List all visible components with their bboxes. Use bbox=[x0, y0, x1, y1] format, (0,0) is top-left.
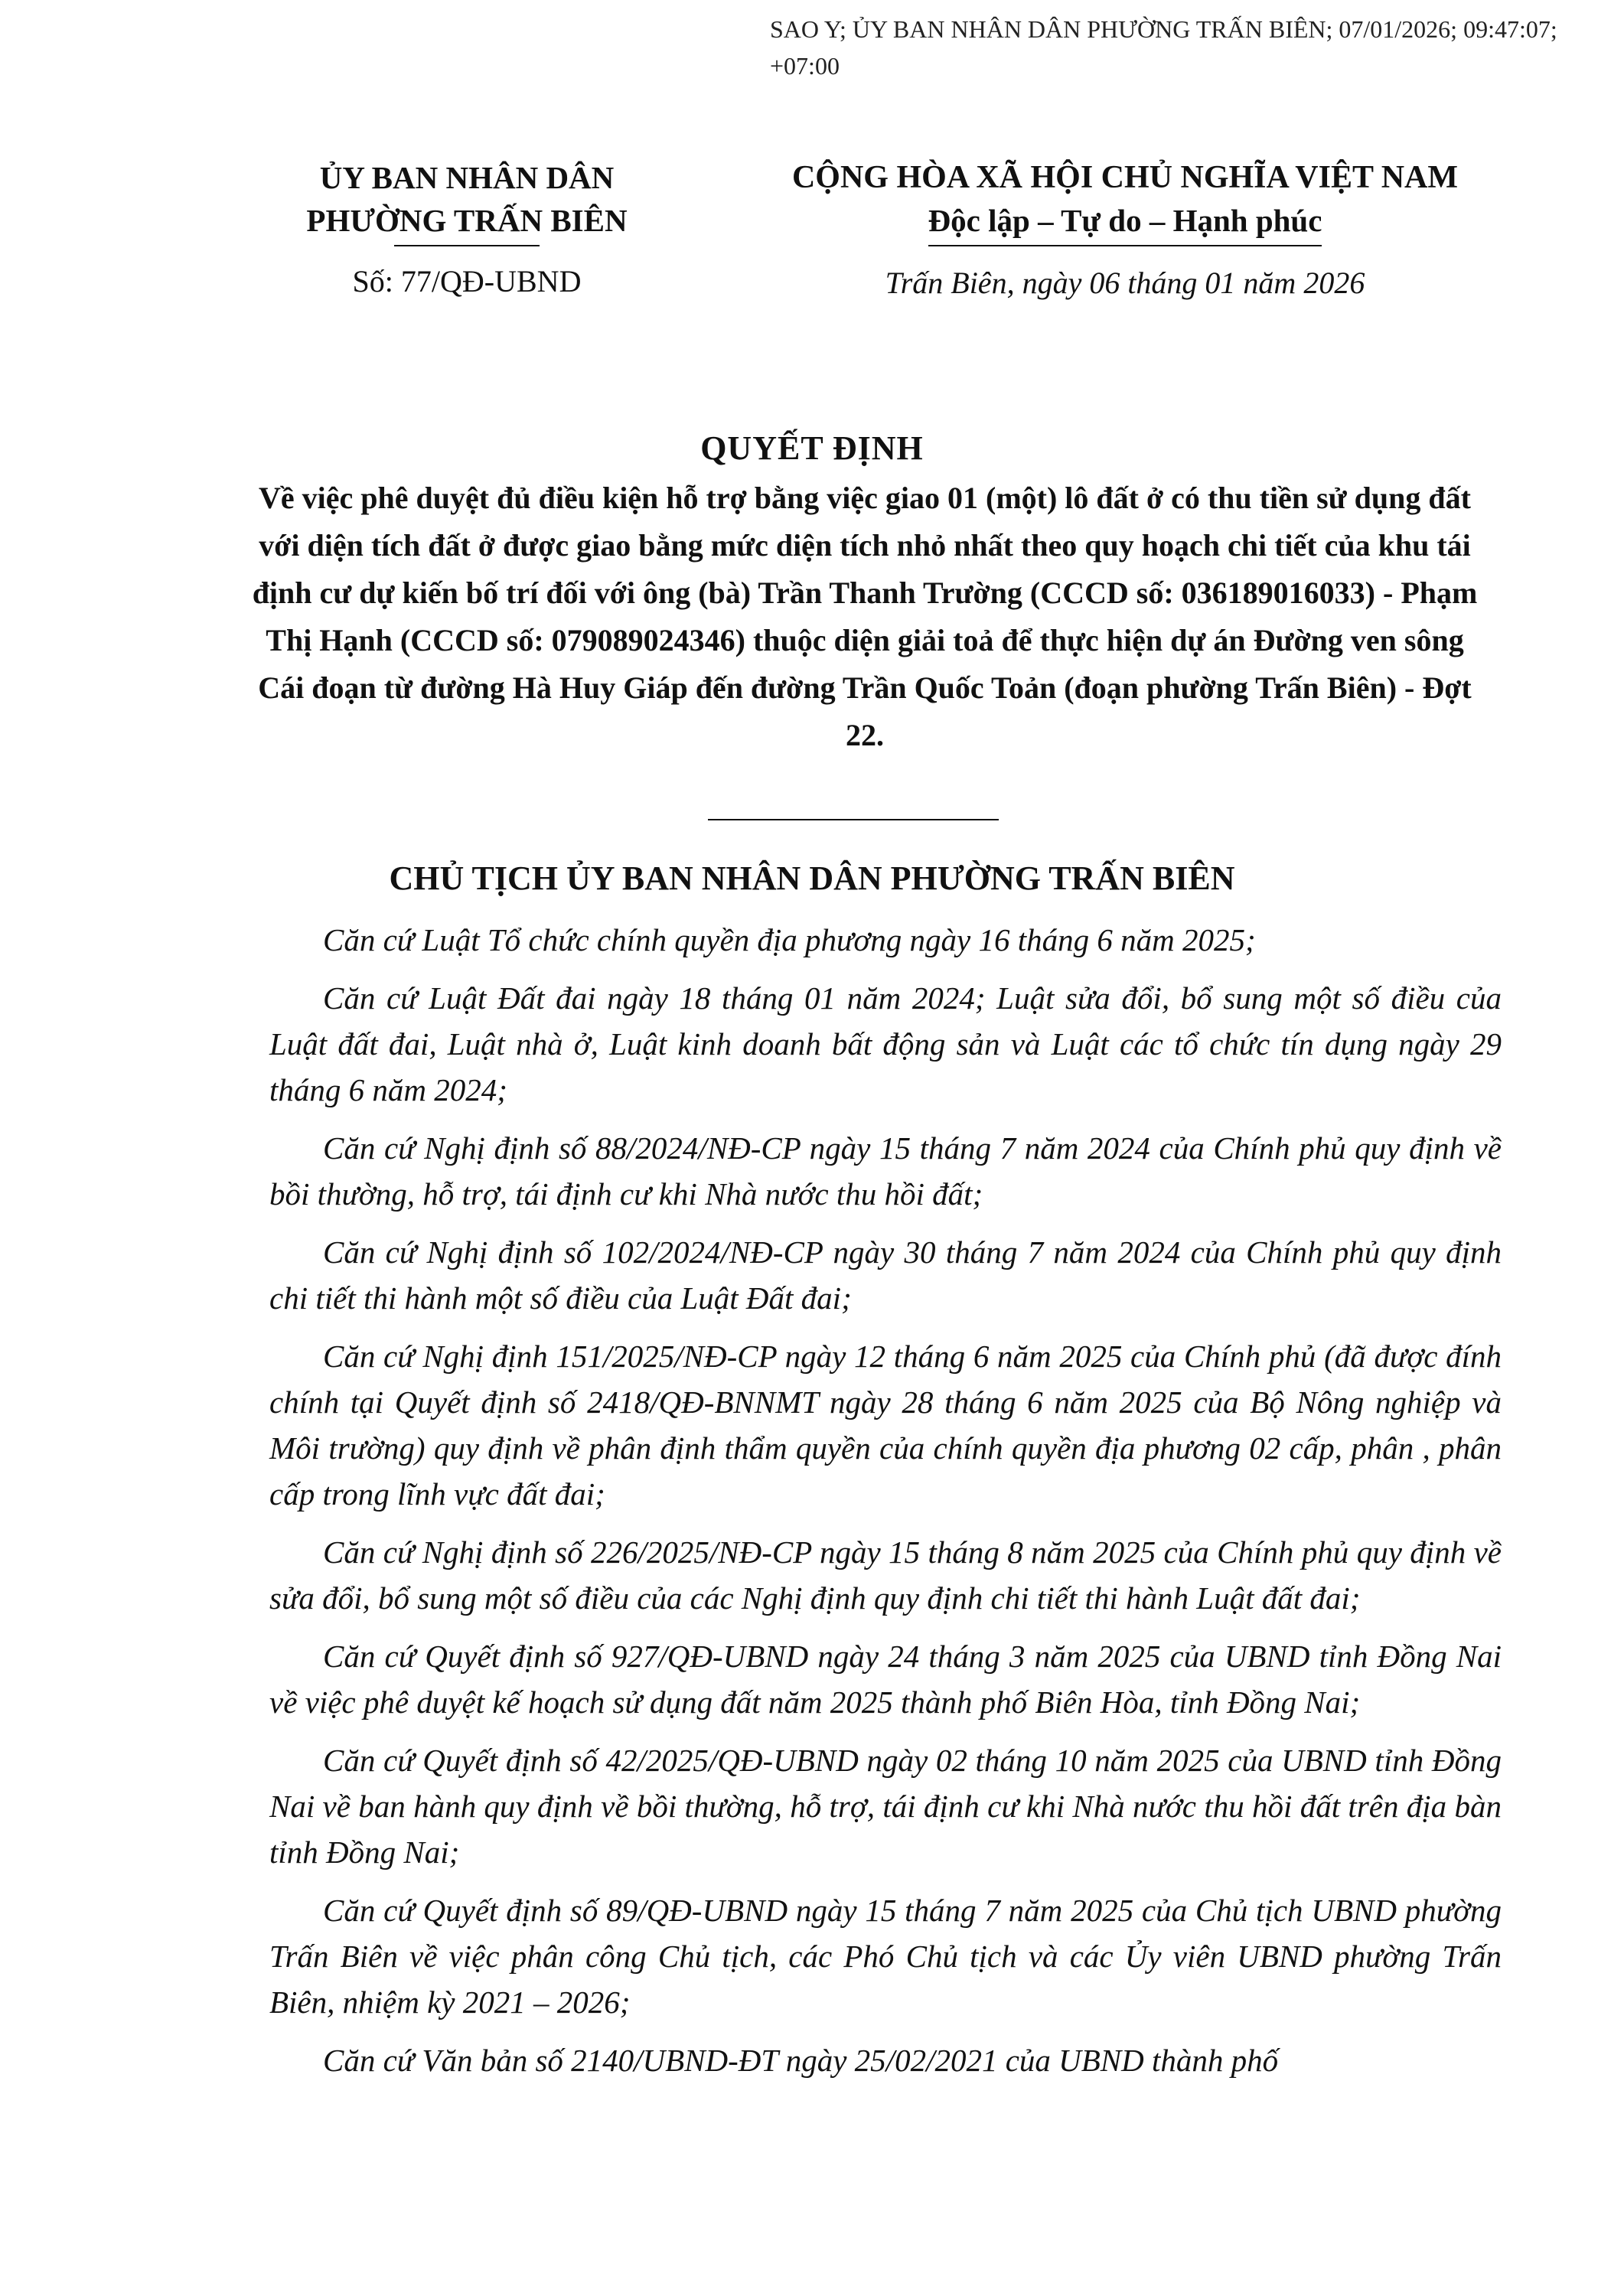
org-name-line2: PHƯỜNG TRẤN BIÊN bbox=[306, 203, 628, 238]
nation-name: CỘNG HÒA XÃ HỘI CHỦ NGHĨA VIỆT NAM bbox=[791, 160, 1459, 195]
legal-basis-item: Căn cứ Nghị định 151/2025/NĐ-CP ngày 12 tháng 6 năm 2025 của Chính phủ (đã được đính chính tại Quyết định số 2418/QĐ-BNNMT ngày 28 tháng 6 năm 2025 của Bộ Nông nghiệp và Môi trường) quy định về phân định thẩm quyền của chính quyền địa phương 02 cấp, phân , phân cấp trong lĩnh vực đất đai; bbox=[269, 1339, 1502, 1512]
subject-underline bbox=[708, 819, 999, 820]
legal-basis-item: Căn cứ Luật Đất đai ngày 18 tháng 01 năm 2024; Luật sửa đổi, bổ sung một số điều của Luật đất đai, Luật nhà ở, Luật kinh doanh bất động sản và Luật các tổ chức tín dụng ngày 29 tháng 6 năm 2024; bbox=[269, 980, 1502, 1107]
legal-basis-item: Căn cứ Quyết định số 42/2025/QĐ-UBND ngày 02 tháng 10 năm 2025 của UBND tỉnh Đồng Nai về ban hành quy định về bồi thường, hỗ trợ, tái định cư khi Nhà nước thu hồi đất trên địa bàn tỉnh Đồng Nai; bbox=[269, 1743, 1502, 1870]
legal-basis-item: Căn cứ Quyết định số 89/QĐ-UBND ngày 15 tháng 7 năm 2025 của Chủ tịch UBND phường Trấn Biên về việc phân công Chủ tịch, các Phó Chủ tịch và các Ủy viên UBND phường Trấn Biên, nhiệm kỳ 2021 – 2026; bbox=[269, 1893, 1502, 2020]
nation-motto: Độc lập – Tự do – Hạnh phúc bbox=[928, 199, 1322, 246]
issuing-authority: CHỦ TỊCH ỦY BAN NHÂN DÂN PHƯỜNG TRẤN BIÊN bbox=[389, 859, 1235, 897]
org-underline bbox=[394, 245, 540, 246]
place-and-date: Trấn Biên, ngày 06 tháng 01 năm 2026 bbox=[885, 266, 1365, 300]
national-motto bbox=[696, 156, 1554, 303]
document-number: Số: 77/QĐ-UBND bbox=[352, 264, 582, 298]
legal-basis-item: Căn cứ Văn bản số 2140/UBND-ĐT ngày 25/02/2021 của UBND thành phố bbox=[323, 2043, 1279, 2078]
issuing-organization bbox=[253, 156, 681, 302]
legal-basis-preamble bbox=[269, 917, 1502, 2095]
legal-basis-item: Căn cứ Luật Tổ chức chính quyền địa phương ngày 16 tháng 6 năm 2025; bbox=[323, 922, 1256, 957]
document-title: QUYẾT ĐỊNH bbox=[700, 429, 924, 467]
legal-basis-item: Căn cứ Nghị định số 102/2024/NĐ-CP ngày 30 tháng 7 năm 2024 của Chính phủ quy định chi tiết thi hành một số điều của Luật Đất đai; bbox=[269, 1234, 1502, 1316]
document-subject: Về việc phê duyệt đủ điều kiện hỗ trợ bằng việc giao 01 (một) lô đất ở có thu tiền sử dụng đất với diện tích đất ở được giao bằng mức diện tích nhỏ nhất theo quy hoạch chi tiết của khu tái định cư dự kiến bố trí đối với ông (bà) Trần Thanh Trường (CCCD số: 036189016033) - Phạm Thị Hạnh (CCCD số: 079089024346) thuộc diện giải toả để thực hiện dự án Đường ven sông Cái đoạn từ đường Hà Huy Giáp đến đường Trần Quốc Toản (đoạn phường Trấn Biên) - Đợt 22. bbox=[252, 481, 1478, 752]
legal-basis-item: Căn cứ Nghị định số 88/2024/NĐ-CP ngày 15 tháng 7 năm 2024 của Chính phủ quy định về bồi thường, hỗ trợ, tái định cư khi Nhà nước thu hồi đất; bbox=[269, 1130, 1502, 1212]
legal-basis-item: Căn cứ Nghị định số 226/2025/NĐ-CP ngày 15 tháng 8 năm 2025 của Chính phủ quy định về sửa đổi, bổ sung một số điều của các Nghị định quy định chi tiết thi hành Luật đất đai; bbox=[269, 1534, 1502, 1616]
digital-copy-stamp: SAO Y; ỦY BAN NHÂN DÂN PHƯỜNG TRẤN BIÊN; 07/01/2026; 09:47:07; +07:00 bbox=[770, 15, 1557, 80]
org-name-line1: ỦY BAN NHÂN DÂN bbox=[319, 160, 615, 195]
legal-basis-item: Căn cứ Quyết định số 927/QĐ-UBND ngày 24 tháng 3 năm 2025 của UBND tỉnh Đồng Nai về việc phê duyệt kế hoạch sử dụng đất năm 2025 thành phố Biên Hòa, tỉnh Đồng Nai; bbox=[269, 1639, 1502, 1720]
